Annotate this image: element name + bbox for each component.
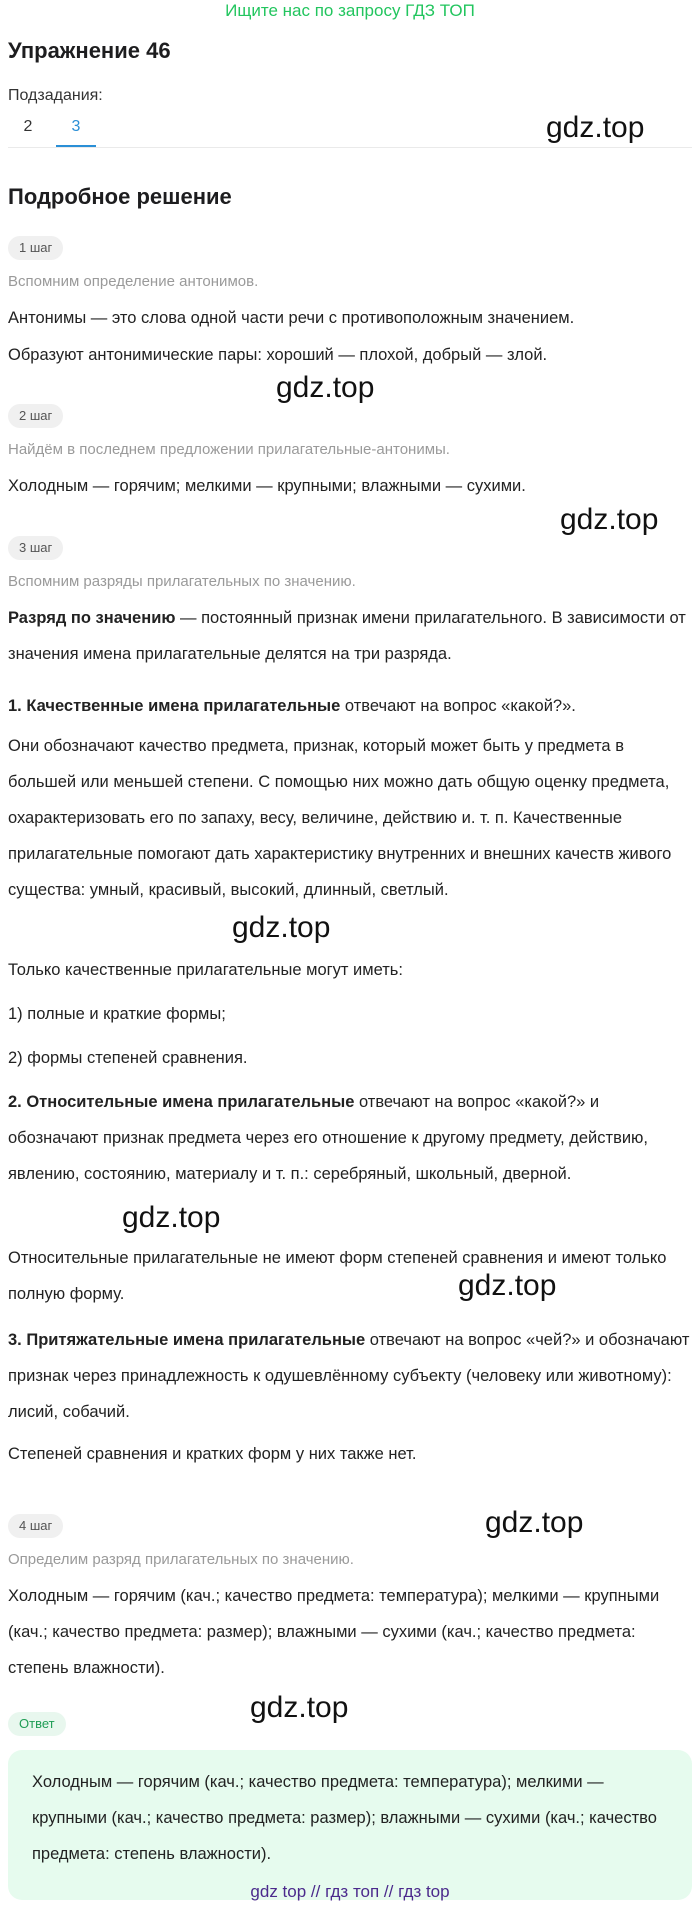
step-paragraph: 2) формы степеней сравнения. <box>8 1049 248 1067</box>
step-hint: Вспомним разряды прилагательных по значению. <box>8 573 356 590</box>
answer-text: Холодным — горячим (кач.; качество предмета: температура); мелкими — крупными (кач.; качество предмета: размер); влажными — сухими (кач.; качество предмета: степень влажности). <box>32 1773 657 1863</box>
step-text: Холодным — горячим; мелкими — крупными; влажными — сухими. <box>8 477 526 495</box>
step-badge: 1 шаг <box>8 236 63 260</box>
watermark: gdz.top <box>122 1201 221 1234</box>
answer-badge: Ответ <box>8 1712 66 1736</box>
step-paragraph: Только качественные прилагательные могут иметь: <box>8 961 403 979</box>
step-paragraph: 1) полные и краткие формы; <box>8 1005 226 1023</box>
step-badge: 2 шаг <box>8 404 63 428</box>
step-badge: 3 шаг <box>8 536 63 560</box>
watermark: gdz.top <box>250 1691 349 1724</box>
term-bold: 2. Относительные имена прилагательные <box>8 1093 355 1111</box>
solution-heading: Подробное решение <box>8 184 232 209</box>
answer-box <box>8 1750 692 1900</box>
page-title: Упражнение 46 <box>8 38 171 63</box>
search-banner[interactable]: Ищите нас по запросу ГДЗ ТОП <box>225 1 475 20</box>
step-badge: 4 шаг <box>8 1514 63 1538</box>
step-text: Образуют антонимические пары: хороший — плохой, добрый — злой. <box>8 346 548 364</box>
step-paragraph: Степеней сравнения и кратких форм у них также нет. <box>8 1445 417 1463</box>
step-hint: Вспомним определение антонимов. <box>8 273 259 290</box>
step-paragraph: 2. Относительные имена прилагательные отвечают на вопрос «какой?» и обозначают признак предмета через его отношение к другому предмету, действию, явлению, состоянию, материалу и т. п.: серебряный, школьный, дверной. <box>8 1093 649 1183</box>
tab-subtask-3[interactable]: 3 <box>71 118 81 135</box>
step-paragraph: Они обозначают качество предмета, признак, который может быть у предмета в большей или меньшей степени. С помощью них можно дать общую оценку предмета, охарактеризовать его по запаху, весу, величине, действию и. т. п. Качественные прилагательные помогают дать характеристику внутренних и внешних качеств живого существа: умный, красивый, высокий, длинный, светлый. <box>8 737 672 899</box>
step-paragraph: 1. Качественные имена прилагательные отвечают на вопрос «какой?». <box>8 697 576 715</box>
step-paragraph: Разряд по значению — постоянный признак имени прилагательного. В зависимости от значения имена прилагательные делятся на три разряда. <box>8 609 686 663</box>
step-paragraph: 3. Притяжательные имена прилагательные отвечают на вопрос «чей?» и обозначают признак через принадлежность к одушевлённому субъекту (человеку или животному): лисий, собачий. <box>8 1331 690 1421</box>
tab-subtask-2[interactable]: 2 <box>23 118 33 135</box>
term-bold: Разряд по значению <box>8 609 176 627</box>
tabs-divider <box>8 147 692 148</box>
term-bold: 1. Качественные имена прилагательные <box>8 697 341 715</box>
step-hint: Найдём в последнем предложении прилагательные-антонимы. <box>8 441 450 458</box>
subtasks-label: Подзадания: <box>8 87 103 104</box>
step-text: Антонимы — это слова одной части речи с противоположным значением. <box>8 309 575 327</box>
watermark: gdz.top <box>276 371 375 404</box>
term-bold: 3. Притяжательные имена прилагательные <box>8 1331 366 1349</box>
watermark: gdz.top <box>458 1269 557 1302</box>
footer-links[interactable]: gdz top // гдз топ // гдз top <box>250 1882 450 1901</box>
watermark: gdz.top <box>485 1506 584 1539</box>
watermark: gdz.top <box>546 111 645 144</box>
step-text: Холодным — горячим (кач.; качество предмета: температура); мелкими — крупными (кач.; качество предмета: размер); влажными — сухими (кач.; качество предмета: степень влажности). <box>8 1587 660 1677</box>
step-hint: Определим разряд прилагательных по значению. <box>8 1551 354 1568</box>
watermark: gdz.top <box>232 911 331 944</box>
watermark: gdz.top <box>560 503 659 536</box>
step-paragraph: Относительные прилагательные не имеют форм степеней сравнения и имеют только полную форму. <box>8 1249 667 1303</box>
